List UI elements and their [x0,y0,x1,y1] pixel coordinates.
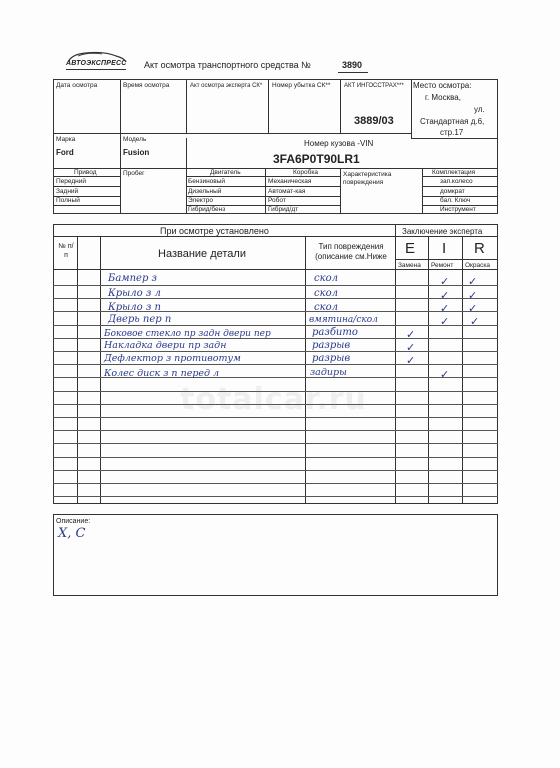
table-rule [53,285,498,286]
place-line-2: ул. [474,105,485,114]
check-mark-icon: ✓ [468,302,478,315]
brand-label: Марка [56,136,76,143]
equip-spare: зап.колесо [440,178,473,185]
table-rule [53,417,498,418]
gearbox-hybrid: Гибрид/дт [268,206,299,213]
vin-value: 3FA6P0T90LR1 [273,152,360,166]
row-2-type: скол [314,288,338,299]
place-line-1: г. Москва, [425,93,461,102]
damage-char-label: Характеристика повреждения [343,171,392,186]
row-6-type: разрыв [312,340,351,351]
check-mark-icon: ✓ [468,275,478,288]
check-mark-icon: ✓ [470,315,480,328]
col-type-header: Тип повреждения (описание см.Ниже [315,242,387,261]
col-e-header: E [405,240,416,257]
check-mark-icon: ✓ [440,275,450,288]
act-number: 3890 [342,60,363,70]
check-mark-icon: ✓ [440,302,450,315]
expert-conclusion-title: Заключение эксперта [402,227,483,236]
row-3-type: скол [314,302,338,313]
drive-full: Полный [56,197,80,204]
loss-number-label: Номер убытка СК** [272,82,331,89]
description-value: Х, С [58,526,86,541]
engine-hybrid: Гибрид/бенз [188,206,226,213]
inspection-time-label: Время осмотра [123,82,170,89]
row-3-name: Крыло з п [108,302,161,313]
check-mark-icon: ✓ [440,315,450,328]
engine-diesel: Дизельный [188,188,222,195]
ingos-act-label: АКТ ИНГОССТРАХ*** [344,83,404,89]
row-2-name: Крыло з л [108,288,161,299]
col-e-sub: Замена [398,262,421,269]
description-label: Описание: [56,518,91,525]
logo [64,50,128,70]
watermark: totalcar.ru [180,382,367,417]
logo-text: АВТОЭКСПРЕСС [66,60,127,67]
row-8-name: Колес диск з п перед л [104,368,220,379]
row-1-name: Бампер з [108,273,157,284]
vin-label: Номер кузова -VIN [304,139,374,148]
row-8-type: задиры [310,367,347,378]
section-title: При осмотре установлено [160,226,269,236]
col-i-header: I [442,240,447,257]
table-rule [53,470,498,471]
table-rule [53,443,498,444]
page-title: Акт осмотра транспортного средства № [144,60,311,70]
drive-front: Передний [56,178,87,185]
engine-electric: Электро [188,197,213,204]
drive-label: Привод [74,169,97,176]
check-mark-icon: ✓ [406,328,416,341]
equip-wrench: бал. Ключ [440,197,471,204]
expert-act-label: Акт осмотра эксперта СК* [190,83,263,89]
check-mark-icon: ✓ [468,289,478,302]
check-mark-icon: ✓ [406,341,416,354]
place-line-3: Стандартная д.6, [420,117,485,126]
row-5-type: разбито [312,327,358,338]
col-name-header: Название детали [158,248,246,260]
table-rule [53,430,498,431]
row-5-name: Боковое стекло пр задн двери пер [104,329,271,339]
gearbox-robot: Робот [268,197,286,204]
row-4-name: Дверь пер п [108,314,172,325]
gearbox-auto: Автомат-кая [268,188,306,195]
row-7-type: разрыв [312,353,351,364]
row-7-name: Дефлектор з противотум [104,353,241,364]
drive-rear: Задний [56,188,79,195]
table-rule [53,483,498,484]
col-num-header: № п/п [58,243,74,259]
description-block [53,514,498,596]
place-label: Место осмотра: [413,81,472,90]
row-4-type: вмятина/скол [309,315,378,325]
equip-label: Комплектация [432,169,476,176]
col-r-header: R [474,240,485,257]
equip-tools: Инструмент [440,206,476,213]
check-mark-icon: ✓ [440,289,450,302]
engine-label: Двигатель [210,169,241,176]
equip-jack: домкрат [440,188,465,195]
model-value: Fusion [123,148,150,157]
col-i-sub: Ремонт [431,262,454,269]
mileage-label: Пробег [123,170,145,177]
col-r-sub: Окраска [465,262,490,269]
check-mark-icon: ✓ [406,354,416,367]
gearbox-manual: Механическая [268,178,312,185]
row-6-name: Накладка двери пр задн [104,340,227,351]
table-rule [53,457,498,458]
check-mark-icon: ✓ [440,368,450,381]
place-line-4: стр.17 [440,128,464,137]
brand-value: Ford [56,148,74,157]
gearbox-label: Коробка [293,169,318,176]
engine-petrol: Бензиновый [188,178,226,185]
model-label: Модель [123,136,147,143]
ingos-act-value: 3889/03 [354,115,394,127]
inspection-date-label: Дата осмотра [56,82,98,89]
row-1-type: скол [314,273,338,284]
table-rule [53,496,498,497]
